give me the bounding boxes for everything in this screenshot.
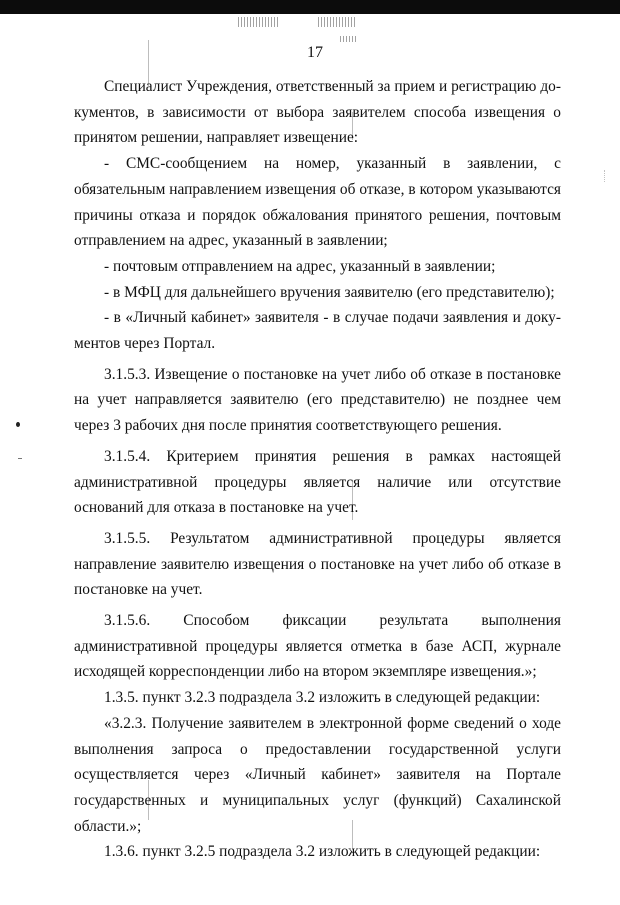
paragraph: - СМС-сообщением на номер, указанный в заявлении, с обязательным направлением извещения об отказе, в котором указываются причины отказа и порядок обжалования принятого решения, почтовым отправлением на адрес, указанный в заявлении; — [74, 155, 561, 250]
paragraph: 3.1.5.4. Критерием принятия решения в рамках настоящей административной процедуры является наличие или отсутствие оснований для отказа в постановке на учет. — [74, 447, 561, 517]
scan-top-edge — [0, 0, 620, 14]
paragraph: 1.3.6. пункт 3.2.5 подраздела 3.2 изложить в следующей редакции: — [104, 843, 541, 861]
paragraph: 3.1.5.6. Способом фиксации результата выполнения административной процедуры является отметка в базе АСП, журнале исходящей корреспонденции либо на втором экземпляре извещения.»; — [74, 612, 561, 681]
page-number: 17 — [307, 44, 323, 61]
paragraph: - почтовым отправлением на адрес, указанный в заявлении; — [104, 257, 496, 275]
paragraph: 3.1.5.5. Результатом административной процедуры является направление заявителю извещения о постановке на учет либо об отказе в постановке на учет. — [74, 529, 561, 599]
margin-dot — [16, 422, 20, 427]
scan-noise-mark — [340, 36, 358, 42]
paragraph: - в «Личный кабинет» заявителя - в случае подачи заявления и документов через Портал. — [74, 309, 561, 353]
paragraph: - в МФЦ для дальнейшего вручения заявителю (его представителю); — [104, 283, 555, 301]
paragraph: 3.1.5.3. Извещение о постановке на учет либо об отказе в постановке на учет направляется заявителю (его представителю) не позднее чем через 3 рабочих дня после принятия соответствующего решения. — [74, 365, 561, 435]
margin-tick — [18, 458, 22, 459]
paragraph: 1.3.5. пункт 3.2.3 подраздела 3.2 изложить в следующей редакции: — [104, 689, 541, 707]
paragraph: «3.2.3. Получение заявителем в электронной форме сведений о ходе выполнения запроса о предоставлении государственной услуги осуществляется через «Личный кабинет» заявителя на Портале государственных и муниципальных услуг (функций) Сахалинской области.»; — [74, 714, 561, 835]
scan-noise-mark — [318, 17, 356, 27]
scan-noise-mark — [604, 170, 613, 182]
paragraph: Специалист Учреждения, ответственный за прием и регистрацию документов, в зависимости от выбора заявителем способа извещения о принятом решении, направляет извещение: — [74, 78, 561, 147]
document-body — [74, 74, 561, 865]
scan-noise-mark — [238, 17, 278, 27]
